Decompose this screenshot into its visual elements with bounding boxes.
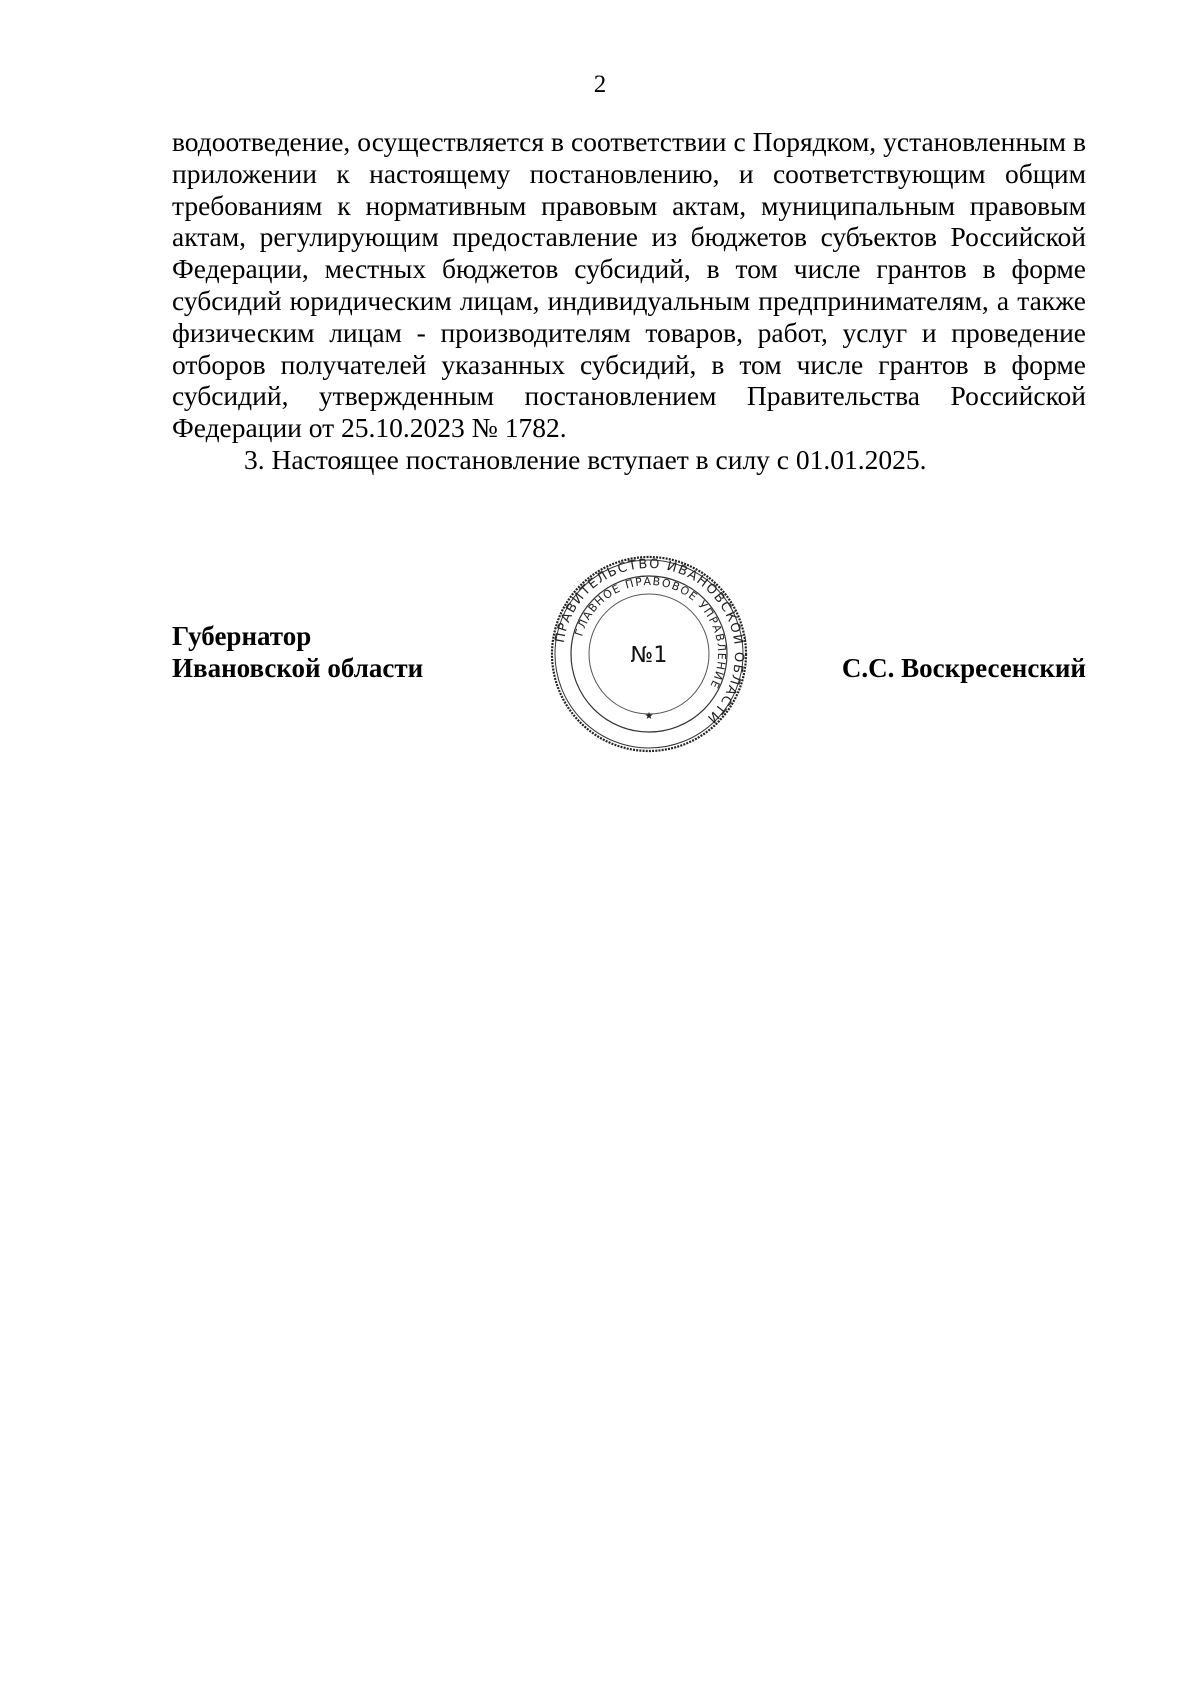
signatory-position-line2: Ивановской области <box>172 653 424 683</box>
paragraph-effective-date: 3. Настоящее постановление вступает в силу с 01.01.2025. <box>244 443 927 475</box>
stamp-number: №1 <box>630 643 668 668</box>
stamp-star-icon: ★ <box>644 711 654 722</box>
signatory-position-line1: Губернатор <box>172 621 312 651</box>
signatory-name: С.С. Воскресенский <box>841 653 1086 683</box>
stamp-outer-text: ПРАВИТЕЛЬСТВО ИВАНОВСКОЙ ОБЛАСТИ <box>552 556 747 727</box>
stamp-inner-text: ГЛАВНОЕ ПРАВОВОЕ УПРАВЛЕНИЕ <box>572 574 729 692</box>
official-stamp <box>549 554 749 754</box>
signatory-position <box>172 620 423 684</box>
paragraph-continuation: водоотведение, осуществляется в соответствии с Порядком, установленным в приложении к настоящему постановлению, и соответствующим общим требованиям к нормативным правовым актам, муниципальным правовым актам, регулирующим предоставление из бюджетов субъектов Российской Федерации, местных бюджетов субсидий, в том числе грантов в форме субсидий юридическим лицам, индивидуальным предпринимателям, а также физическим лицам - производителям товаров, работ, услуг и проведение отборов получателей указанных субсидий, в том числе грантов в форме субсидий, утвержденным постановлением Правительства Российской Федерации от 25.10.2023 № 1782. <box>172 126 1086 444</box>
page-number: 2 <box>593 71 607 98</box>
document-body <box>172 126 1086 476</box>
